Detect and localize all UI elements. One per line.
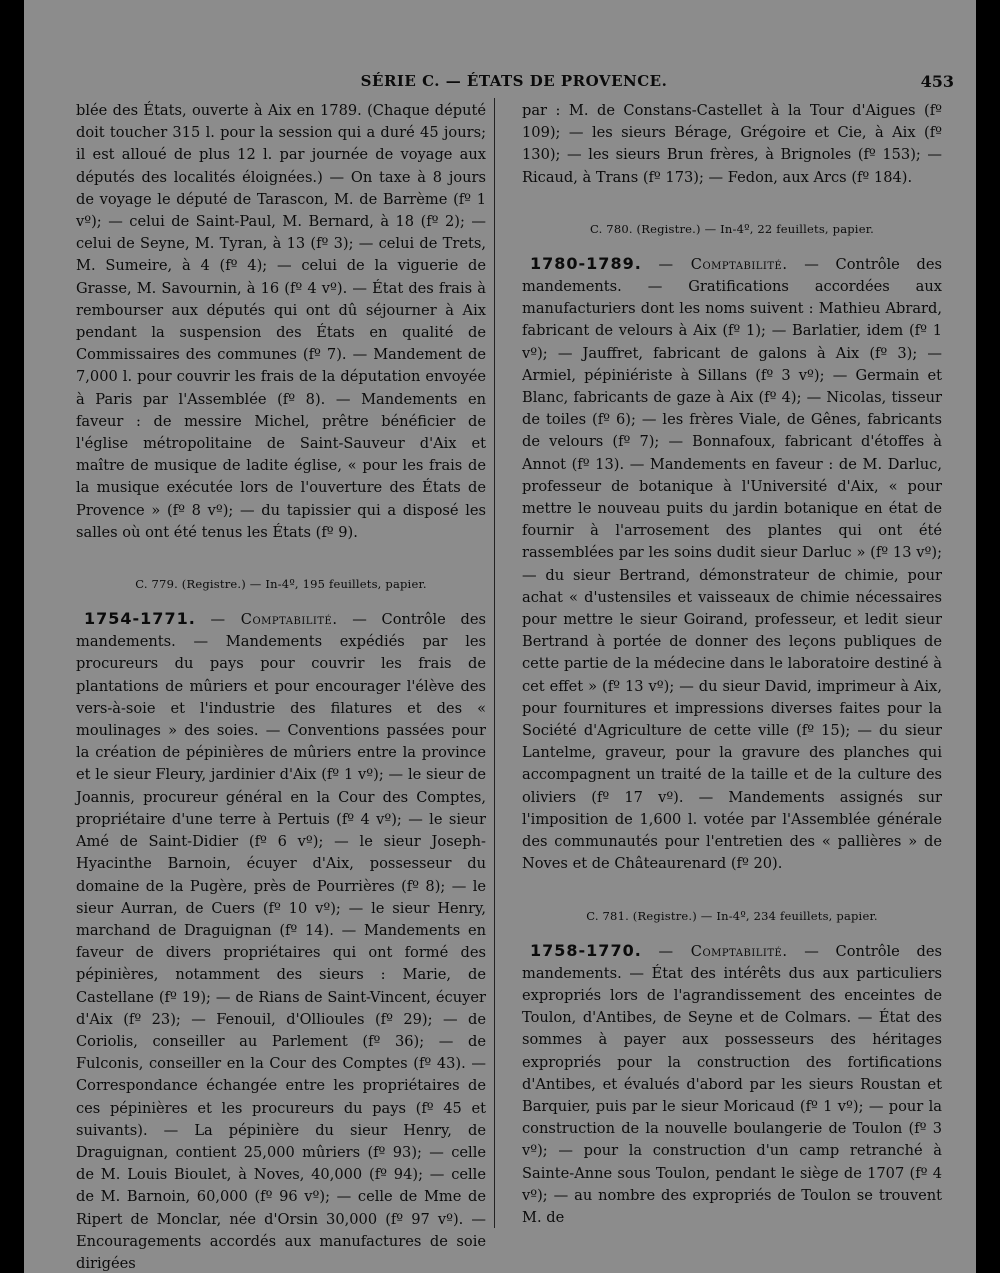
- running-head: SÉRIE C. — ÉTATS DE PROVENCE.: [360, 72, 668, 90]
- scanned-page: [24, 0, 976, 1273]
- entry-heading: — Comptabilité.: [210, 611, 338, 629]
- entry-date: 1758-1770.: [530, 940, 642, 960]
- page-number: 453: [920, 72, 954, 91]
- left-paragraph-1: blée des États, ouverte à Aix en 1789. (Chaque député doit toucher 315 l. pour la session qui a duré 45 jours; il est alloué de plus 12 l. par journée de voyage aux députés des localités éloignées.) — On taxe à 8 jours de voyage le député de Tarascon, M. de Barrème (fº 1 vº); — celui de Saint-Paul, M. Bernard, à 18 (fº 2); — celui de Seyne, M. Tyran, à 13 (fº 3); — celui de Trets, M. Sumeire, à 4 (fº 4); — celui de la viguerie de Grasse, M. Savournin, à 16 (fº 4 vº). — État des frais à rembourser aux députés qui ont dû séjourner à Aix pendant la suspension des États en qualité de Commissaires des communes (fº 7). — Mandement de 7,000 l. pour couvrir les frais de la députation envoyée à Paris par l'Assemblée (fº 8). — Mandements en faveur : de messire Michel, prêtre bénéficier de l'église métropolitaine de Saint-Sauveur d'Aix et maître de musique de ladite église, « pour les frais de la musique exécutée lors de l'ouverture des États de Provence » (fº 8 vº); — du tapissier qui a disposé les salles où ont été tenus les États (fº 9).: [76, 102, 486, 541]
- entry-c779: [76, 608, 486, 1273]
- entry-c781: [522, 940, 942, 1230]
- right-paragraph-1: par : M. de Constans-Castellet à la Tour d'Aigues (fº 109); — les sieurs Bérage, Grégoire et Cie, à Aix (fº 130); — les sieurs Brun frères, à Brignoles (fº 153); — Ricaud, à Trans (fº 173); — Fedon, aux Arcs (fº 184).: [522, 102, 942, 186]
- archive-reference-c780: C. 780. (Registre.) — In-4º, 22 feuillets, papier.: [590, 221, 874, 236]
- entry-heading: — Comptabilité.: [658, 942, 788, 960]
- column-divider: [494, 98, 495, 1228]
- left-column: [76, 100, 486, 1273]
- archive-reference-c779: C. 779. (Registre.) — In-4º, 195 feuillets, papier.: [135, 577, 427, 592]
- page-header: [24, 70, 976, 98]
- right-column: [522, 100, 942, 1229]
- entry-date: 1780-1789.: [530, 253, 642, 273]
- entry-heading: — Comptabilité.: [658, 255, 788, 273]
- entry-c780: [522, 253, 942, 876]
- entry-text: — Contrôle des mandements. — Gratifications accordées aux manufacturiers dont les noms suivent : Mathieu Abrard, fabricant de velours à Aix (fº 1); — Barlatier, idem (fº 1 vº); — Jauffret, fabricant de galons à Aix (fº 3); — Armiel, pépiniériste à Sillans (fº 3 vº); — Germain et Blanc, fabricants de gaze à Aix (fº 4); — Nicolas, tisseur de toiles (fº 6); — les frères Viale, de Gênes, fabricants de velours (fº 7); — Bonnafoux, fabricant d'étoffes à Annot (fº 13). — Mandements en faveur : de M. Darluc, professeur de botanique à l'Université d'Aix, « pour mettre le nouveau puits du jardin botanique en état de fournir à l'arrosement des plantes qui ont été rassemblées par les soins dudit sieur Darluc » (fº 13 vº); — du sieur Bertrand, démonstrateur de chimie, pour achat « d'ustensiles et vaisseaux de chimie nécessaires pour mettre le sieur Goirand, professeur, et ledit sieur Bertrand à portée de donner des leçons publiques de cette partie de la médecine dans le laboratoire destiné à cet effet » (fº 13 vº); — du sieur David, imprimeur à Aix, pour fournitures et impressions diverses faites pour la Société d'Agriculture de cette ville (fº 15); — du sieur Lantelme, graveur, pour la gravure des planches qui accompagnent un traité de la taille et de la culture des oliviers (fº 17 vº). — Mandements assignés sur l'imposition de 1,600 l. votée par l'Assemblée générale des communautés pour l'entretien des « pallières » de Noves et de Châteaurenard (fº 20).: [522, 255, 942, 873]
- entry-date: 1754-1771.: [84, 609, 196, 629]
- entry-text: — Contrôle des mandements. — État des intérêts dus aux particuliers expropriés lors de l'agrandissement des enceintes de Toulon, d'Antibes, de Seyne et de Colmars. — État des sommes à payer aux possesseurs des héritages expropriés pour la construction des fortifications d'Antibes, et évalués d'abord par les sieurs Roustan et Barquier, puis par le sieur Moricaud (fº 1 vº); — pour la construction de la nouvelle boulangerie de Toulon (fº 3 vº); — pour la construction d'un camp retranché à Sainte-Anne sous Toulon, pendant le siège de 1707 (fº 4 vº); — au nombre des expropriés de Toulon se trouvent M. de: [522, 942, 942, 1226]
- archive-reference-c781: C. 781. (Registre.) — In-4º, 234 feuillets, papier.: [586, 908, 878, 923]
- entry-text: — Contrôle des mandements. — Mandements expédiés par les procureurs du pays pour couvrir les frais de plantations de mûriers et pour encourager l'élève des vers-à-soie et l'industrie des filatures et des « moulinages » des soies. — Conventions passées pour la création de pépinières de mûriers entre la province et le sieur Fleury, jardinier d'Aix (fº 1 vº); — le sieur de Joannis, procureur général en la Cour des Comptes, propriétaire d'une terre à Pertuis (fº 4 vº); — le sieur Amé de Saint-Didier (fº 6 vº); — le sieur Joseph-Hyacinthe Barnoin, écuyer d'Aix, possesseur du domaine de la Pugère, près de Pourrières (fº 8); — le sieur Aurran, de Cuers (fº 10 vº); — le sieur Henry, marchand de Draguignan (fº 14). — Mandements en faveur de divers propriétaires qui ont formé des pépinières, notamment des sieurs : Marie, de Castellane (fº 19); — de Rians de Saint-Vincent, écuyer d'Aix (fº 23); — Fenouil, d'Ollioules (fº 29); — de Coriolis, conseiller au Parlement (fº 36); — de Fulconis, conseiller en la Cour des Comptes (fº 43). — Correspondance échangée entre les propriétaires de ces pépinières et les procureurs du pays (fº 45 et suivants). — La pépinière du sieur Henry, de Draguignan, contient 25,000 mûriers (fº 93); — celle de M. Louis Bioulet, à Noves, 40,000 (fº 94); — celle de M. Barnoin, 60,000 (fº 96 vº); — celle de Mme de Ripert de Monclar, née d'Orsin 30,000 (fº 97 vº). — Encouragements accordés aux manufactures de soie dirigées: [76, 611, 486, 1272]
